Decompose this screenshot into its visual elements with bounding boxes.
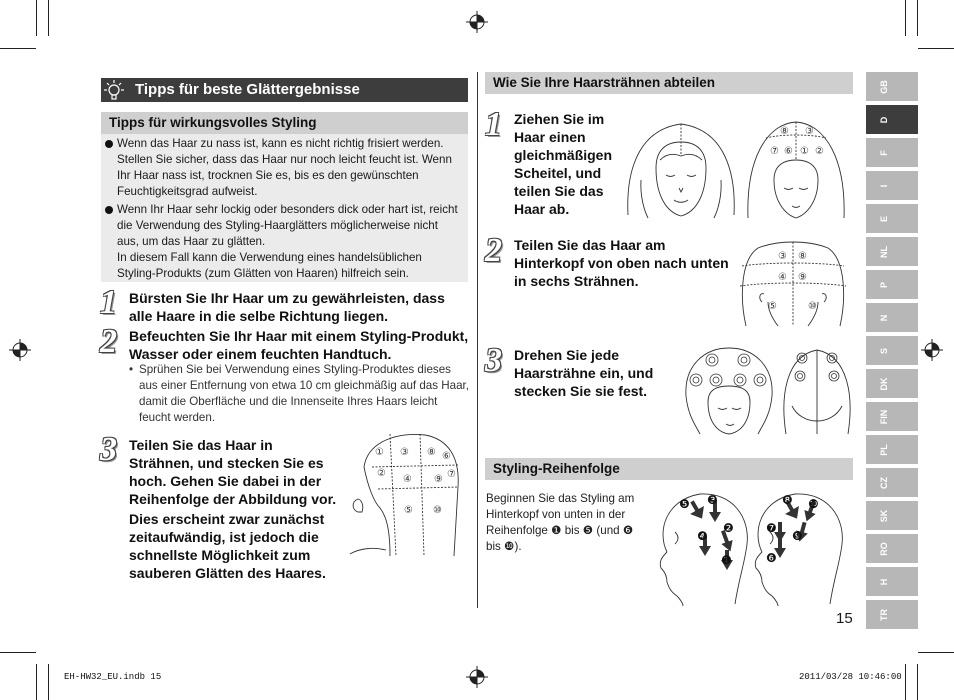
section-label: ③ [778,251,787,262]
section-label: ⑧ [798,251,807,262]
step-number: 3 [100,431,117,468]
head-side-sections-illustration [350,432,460,557]
section-label: ① [800,146,809,157]
language-tab-sk[interactable] [866,501,918,530]
order-marker-1: ❶ [551,524,562,537]
language-tab-label: N [879,314,889,321]
section-label: ⑨ [434,474,443,485]
language-tab-dk[interactable] [866,369,918,398]
step-note-text: Sprühen Sie bei Verwendung eines Styling-Produktes dieses aus einer Entfernung von etwa 10 cm gleichmäßig auf das Haar, damit die Oberfläche und die Innenseite Ihres Haars leicht feucht werden. [139,363,469,424]
section-header-order: Styling-Reihenfolge [485,458,853,480]
language-tab-s[interactable] [866,336,918,365]
tip-bullet: Wenn das Haar zu nass ist, kann es nicht richtig frisiert werden. Stellen Sie sicher, dass das Haar nur noch leicht feucht ist. Wenn Ihr Haar nass ist, trocknen Sie es, bis es den gewünschten Feuchtigkeitsgrad aufweist. [103,136,462,200]
section-label: ① [375,447,384,458]
section-label: ⑤ [404,505,413,516]
section-label: ⑧ [427,447,436,458]
tip-bullet: Wenn Ihr Haar sehr lockig oder besonders dick oder hart ist, reicht die Verwendung des Styling-Haarglätters möglicherweise nicht aus, um das Haar zu glätten. [103,202,462,250]
section-label: ⑩ [808,301,817,312]
lightbulb-icon [103,79,125,101]
step-text-2: Dies erscheint zwar zunächst zeitaufwändig, ist jedoch die schnellste Möglichkeit zum sauberen Glätten des Haares. [129,511,326,581]
head-pinned-back-illustration [782,346,852,436]
language-tab-label: F [879,149,889,156]
step-note [129,362,469,426]
step-text: Teilen Sie das Haar in Strähnen, und stecken Sie es hoch. Gehen Sie dabei in der Reihenfolge der Abbildung vor. [129,437,337,507]
language-tab-label: I [879,184,889,187]
section-label: ③ [400,447,409,458]
section-title: Tipps für beste Glättergebnisse [135,81,360,98]
styling-order-head-right-illustration [750,492,845,607]
section-label: ⑨ [798,272,807,283]
section-label: ⑦ [447,469,456,480]
order-label: ❻ [766,551,777,565]
language-tab-fin[interactable] [866,402,918,431]
order-marker-6: ❻ [622,524,634,537]
section-label: ④ [403,474,412,485]
section-label: ⑤ [768,301,777,312]
footer-timestamp: 2011/03/28 10:46:00 [799,672,902,682]
order-text: ). [514,540,522,553]
language-tab-label: P [879,281,889,288]
language-tab-label: H [879,578,889,585]
order-label: ❺ [679,497,690,511]
head-back-six-sections-illustration [738,240,848,328]
language-tab-d[interactable] [866,105,918,134]
order-text: bis [486,540,505,553]
language-tab-label: NL [879,245,889,258]
language-tab-ro[interactable] [866,534,918,563]
order-label: ❼ [766,521,777,535]
head-top-sections-illustration [746,120,846,220]
language-tab-p[interactable] [866,270,918,299]
language-tab-label: E [879,215,889,222]
section-label: ⑧ [780,126,789,137]
language-tab-f[interactable] [866,138,918,167]
order-label: ❸ [707,493,718,507]
head-pinned-front-illustration [684,346,774,436]
step-text: Teilen Sie das Haar am Hinterkopf von oben nach unten in sechs Strähnen. [514,237,729,289]
order-marker-10: ❿ [504,540,515,553]
order-label: ❿ [808,497,819,511]
styling-order-head-left-illustration [655,492,750,607]
step-number: 3 [485,342,502,379]
section-label: ⑥ [442,451,451,462]
language-tab-label: PL [879,443,889,456]
section-header-tips [101,78,468,102]
language-tab-h[interactable] [866,567,918,596]
section-label: ② [377,468,386,479]
language-tab-e[interactable] [866,204,918,233]
step-text: Bürsten Sie Ihr Haar um zu gewährleisten, dass alle Haare in die selbe Richtung liegen. [129,290,445,324]
language-tab-gb[interactable] [866,72,918,101]
step-text: Drehen Sie jede Haarsträhne ein, und stecken Sie sie fest. [514,347,654,399]
tip-extra: In diesem Fall kann die Verwendung eines handelsüblichen Styling-Produkts (zum Glätten von Haaren) hilfreich sein. [117,251,422,280]
footer-file-info: EH-HW32_EU.indb 15 [64,672,162,682]
order-label: ❾ [792,529,803,543]
section-label: ⑥ [784,146,793,157]
page-number: 15 [836,610,853,627]
order-marker-5: ❺ [582,524,594,537]
language-tab-label: SK [879,509,889,522]
step-text: Befeuchten Sie Ihr Haar mit einem Styling-Produkt, Wasser oder einem feuchten Handtuch. [129,328,469,362]
language-tab-i[interactable] [866,171,918,200]
order-label: ❷ [723,521,734,535]
step-number: 2 [100,323,117,360]
order-label: ❶ [721,553,732,567]
language-tab-nl[interactable] [866,237,918,266]
section-label: ④ [778,272,787,283]
order-text: Beginnen Sie das Styling am Hinterkopf von unten in der Reihenfolge [486,492,635,537]
order-text: bis [561,524,583,537]
language-tab-label: TR [879,608,889,621]
order-label: ❽ [782,493,793,507]
order-label: ❹ [697,529,708,543]
note-bullet: • [129,363,134,376]
face-front-parting-illustration [626,120,736,220]
section-label: ③ [805,126,814,137]
step-number: 2 [485,232,502,269]
column-divider [477,72,478,608]
language-tab-label: FIN [879,409,889,424]
section-label: ⑩ [433,505,442,516]
language-tab-label: GB [879,79,889,94]
section-header-part: Wie Sie Ihre Haarsträhnen abteilen [485,72,853,94]
step-text: Ziehen Sie im Haar einen gleichmäßigen Scheitel, und teilen Sie das Haar ab. [514,111,613,217]
tips-box [101,134,468,282]
language-tab-label: DK [879,377,889,390]
language-tab-label: D [879,116,889,123]
language-tab-n[interactable] [866,303,918,332]
language-tab-cz[interactable] [866,468,918,497]
tips-subheader: Tipps für wirkungsvolles Styling [101,112,468,134]
order-text: (und [593,524,623,537]
language-tab-label: RO [879,541,889,556]
section-label: ② [815,146,824,157]
language-tab-label: S [879,347,889,354]
language-tab-tr[interactable] [866,600,918,629]
language-tab-pl[interactable] [866,435,918,464]
step-number: 1 [485,106,502,143]
section-label: ⑦ [770,146,779,157]
step-number: 1 [100,284,117,321]
order-description [486,491,646,555]
language-tab-label: CZ [879,476,889,489]
